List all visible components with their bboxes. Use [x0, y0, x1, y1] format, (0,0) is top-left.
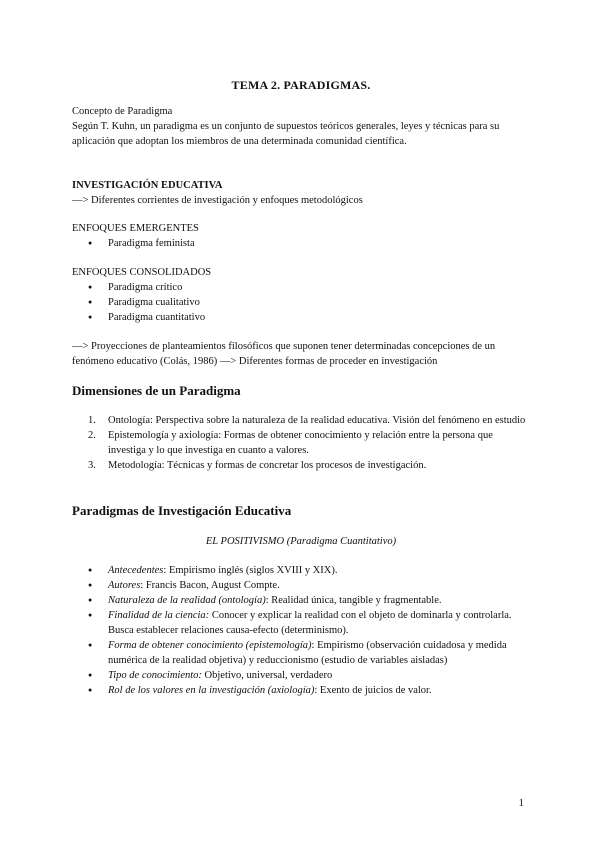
dimensiones-section [72, 413, 530, 473]
concept-text: Según T. Kuhn, un paradigma es un conjunto de supuestos teóricos generales, leyes y técnicas para su aplicación que adoptan los miembros de una determinada comunidad científica. [72, 121, 500, 147]
emergentes-list [72, 236, 530, 251]
list-item: ● Naturaleza de la realidad (ontología): Realidad única, tangible y fragmentable. [72, 593, 530, 608]
list-item: ● Tipo de conocimiento: Objetivo, universal, verdadero [72, 668, 530, 683]
list-item: ● Autores: Francis Bacon, August Compte. [72, 578, 530, 593]
list-item: ● Paradigma cuantitativo [72, 310, 530, 325]
positivismo-list [72, 563, 530, 698]
dimensiones-list [72, 413, 530, 473]
list-item: ● Paradigma cualitativo [72, 295, 530, 310]
investigacion-section [72, 178, 530, 208]
investigacion-heading: INVESTIGACIÓN EDUCATIVA [72, 180, 223, 191]
dimensiones-heading: Dimensiones de un Paradigma [72, 383, 241, 398]
consolidados-heading: ENFOQUES CONSOLIDADOS [72, 267, 212, 278]
positivismo-subheading: EL POSITIVISMO (Paradigma Cuantitativo) [205, 536, 397, 547]
list-item: ● Paradigma feminista [72, 236, 530, 251]
list-item: ● Paradigma crítico [72, 280, 530, 295]
emergentes-section [72, 221, 530, 251]
concept-heading: Concepto de Paradigma [72, 106, 173, 117]
positivismo-section [72, 563, 530, 698]
page-number: 1 [518, 797, 524, 809]
consolidados-list [72, 280, 530, 325]
concept-section [72, 104, 530, 149]
list-item: 1. Ontología: Perspectiva sobre la naturaleza de la realidad educativa. Visión del fenómeno en estudio [88, 415, 526, 426]
page-title: TEMA 2. PARADIGMAS. [231, 78, 371, 92]
list-item: ● Finalidad de la ciencia: Conocer y explicar la realidad con el objeto de dominarla y controlarla. Busca establecer relaciones causa-efecto (determinismo). [72, 608, 530, 638]
consolidados-section [72, 265, 530, 325]
investigacion-arrow-text: —> Diferentes corrientes de investigación y enfoques metodológicos [72, 195, 363, 206]
list-item: ● Antecedentes: Empirismo inglés (siglos XVIII y XIX). [72, 563, 530, 578]
list-item: ● Rol de los valores en la investigación (axiología): Exento de juicios de valor. [72, 683, 530, 698]
paradigmas-heading: Paradigmas de Investigación Educativa [72, 503, 292, 518]
emergentes-heading: ENFOQUES EMERGENTES [72, 223, 199, 234]
list-item: 3. Metodología: Técnicas y formas de concretar los procesos de investigación. [88, 460, 427, 471]
projection-text: —> Proyecciones de planteamientos filosóficos que suponen tener determinadas concepciones de un fenómeno educativo (Colás, 1986) —> Diferentes formas de proceder en investigación [72, 341, 496, 367]
list-item: 2. Epistemología y axiología: Formas de obtener conocimiento y relación entre la persona que investiga y lo que investiga en cuanto a valores. [88, 430, 493, 456]
list-item: ● Forma de obtener conocimiento (epistemología): Empirismo (observación cuidadosa y medida numérica de la realidad objetiva) y reduccionismo (estudio de variables aisladas) [72, 638, 530, 668]
